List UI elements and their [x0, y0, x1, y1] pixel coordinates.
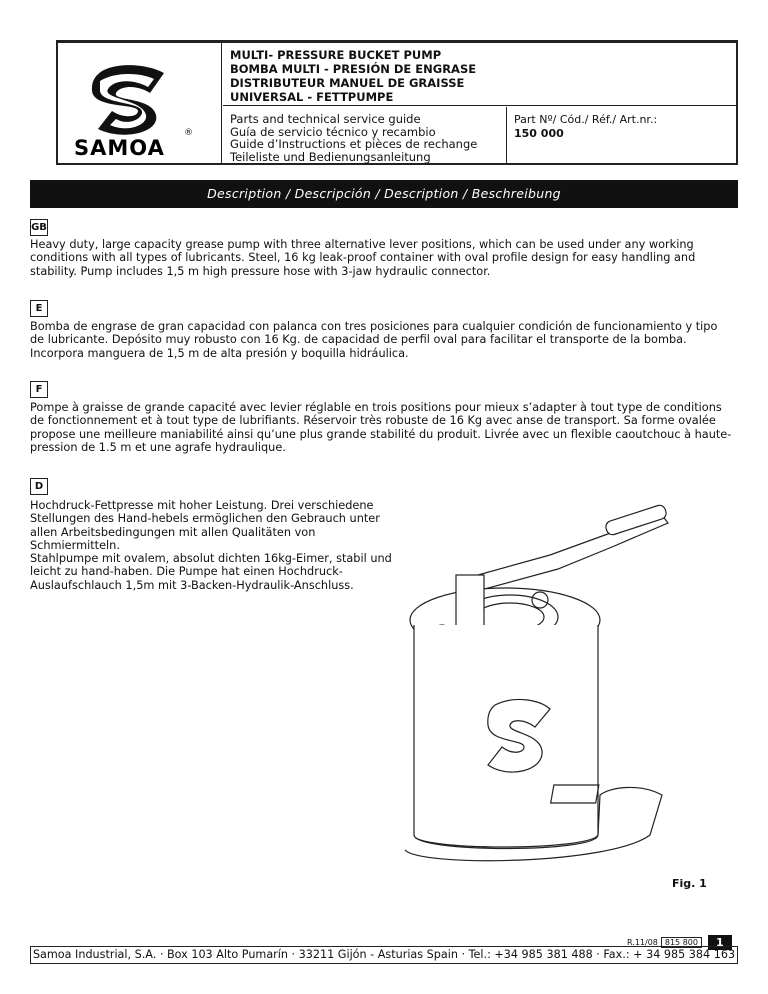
lang-badge-gb: GB	[30, 219, 48, 236]
lang-badge-d: D	[30, 478, 48, 495]
lang-badge-e: E	[30, 300, 48, 317]
guide-titles	[223, 107, 507, 164]
registered-mark: ®	[184, 128, 193, 138]
description-de: Hochdruck-Fettpresse mit hoher Leistung. Drei verschiedene Stellungen des Hand-hebels ermöglichen den Gebrauch unter allen Arbeitsbedingungen mit allen Qualitäten von Schmiermitteln. Stahlpumpe mit ovalem, absolut dichten 16kg-Eimer, stabil und leicht zu hand-haben. Die Pumpe hat einen Hochdruck-Auslaufschlauch 1,5m mit 3-Backen-Hydraulik-Anschluss.	[30, 499, 392, 592]
part-number: 150 000	[514, 127, 564, 140]
figure-caption: Fig. 1	[672, 877, 707, 890]
part-number-label: Part Nº/ Cód./ Réf./ Art.nr.:	[514, 113, 658, 126]
logo-cell	[58, 43, 222, 164]
title-es: BOMBA MULTI - PRESIÓN DE ENGRASE	[230, 62, 477, 76]
description-fr: Pompe à graisse de grande capacité avec levier réglable en trois positions pour mieux s’adapter à tout type de conditions de fonctionnement et à tout type de lubrifiants. Réservoir très robuste de 16 Kg avec anse de transport. Sa forme ovalée propose une meilleure maniabilité ainsi qu’une plus grande stabilité du produit. Livrée avec un flexible caoutchouc à haute-pression de 1.5 m et une agrafe hydraulique.	[30, 401, 732, 454]
header-box	[56, 40, 738, 165]
description-es: Bomba de engrase de gran capacidad con palanca con tres posiciones para cualquier condición de funcionamiento y tipo de lubricante. Depósito muy robusto con 16 Kg. de capacidad de perfil oval para facilitar el transporte de la bomba. Incorpora manguera de 1,5 m de alta presión y boquilla hidráulica.	[30, 320, 718, 360]
title-en: MULTI- PRESSURE BUCKET PUMP	[230, 48, 442, 62]
footer-address: Samoa Industrial, S.A. · Box 103 Alto Pumarín · 33211 Gijón - Asturias Spain · Tel.: +34 985 381 488 · Fax.: + 34 985 384 163	[30, 946, 738, 964]
page-number: 1	[708, 935, 732, 950]
bucket-pump-illustration	[400, 495, 670, 875]
lang-badge-f: F	[30, 381, 48, 398]
description-gb: Heavy duty, large capacity grease pump with three alternative lever positions, which can be used under any working conditions with all types of lubricants. Steel, 16 kg leak-proof container with oval profile design for easy handling and stability. Pump includes 1,5 m high pressure hose with 3-jaw hydraulic connector.	[30, 238, 696, 278]
guide-en: Parts and technical service guide	[230, 112, 421, 126]
description-banner: Description / Descripción / Description / Beschreibung	[30, 180, 738, 208]
document-code: 815 800	[661, 937, 702, 948]
samoa-logo-icon	[72, 63, 212, 138]
guide-es: Guía de servicio técnico y recambio	[230, 124, 436, 139]
guide-fr: Guide d’Instructions et pièces de rechange	[230, 137, 478, 151]
guide-de: Teileliste und Bedienungsanleitung	[230, 149, 431, 164]
part-number-block	[508, 107, 657, 141]
title-fr: DISTRIBUTEUR MANUEL DE GRAISSE	[230, 76, 465, 90]
title-de: UNIVERSAL - FETTPUMPE	[230, 90, 394, 104]
brand-name: SAMOA	[74, 136, 165, 160]
product-titles	[223, 43, 736, 106]
revision: R.11/08	[627, 938, 658, 947]
